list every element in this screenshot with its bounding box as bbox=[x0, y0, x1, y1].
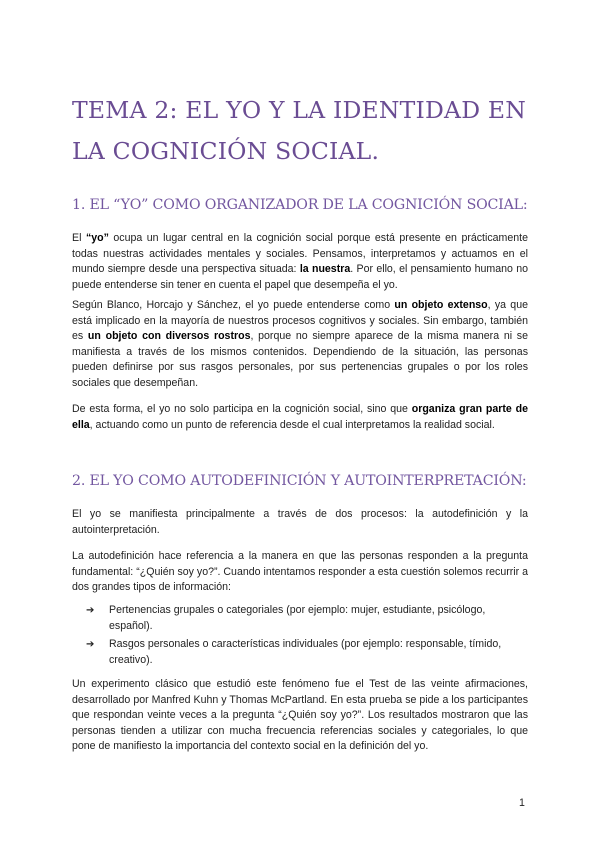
right-arrow-icon: ➔ bbox=[86, 639, 95, 650]
list-item-text: Rasgos personales o características individuales (por ejemplo: responsable, tímido, creativo). bbox=[109, 638, 502, 666]
section-1-paragraph-1: El “yo” ocupa un lugar central en la cognición social porque está presente en prácticamente todas nuestras actividades mentales y sociales. Pensamos, interpretamos y actuamos en el mundo siempre desde una perspectiva situada: la nuestra. Por ello, el pensamiento humano no puede entenderse sin tener en cuenta el papel que desempeña el yo. bbox=[72, 232, 529, 291]
list-item bbox=[86, 637, 528, 668]
page-number: 1 bbox=[519, 797, 525, 809]
section-1-heading: 1. EL “YO” COMO ORGANIZADOR DE LA COGNICIÓN SOCIAL: bbox=[72, 197, 528, 213]
section-2-paragraph-3: Un experimento clásico que estudió este fenómeno fue el Test de las veinte afirmaciones, desarrollado por Manfred Kuhn y Thomas McPartland. En esta prueba se pide a los participantes que respondan veinte veces a la pregunta “¿Quién soy yo?”. Los resultados mostraron que las personas tienden a utilizar con mucha frecuencia referencias sociales y categoriales, lo que pone de manifiesto la importancia del contexto social en la definición del yo. bbox=[72, 678, 528, 752]
list-item-text: Pertenencias grupales o categoriales (por ejemplo: mujer, estudiante, psicólogo, español). bbox=[109, 604, 486, 632]
section-2-paragraph-2: La autodefinición hace referencia a la manera en que las personas responden a la pregunta fundamental: “¿Quién soy yo?”. Cuando intentamos responder a esta cuestión solemos recurrir a dos grandes tipos de información: bbox=[72, 550, 528, 593]
section-2-paragraph-1: El yo se manifiesta principalmente a través de dos procesos: la autodefinición y la autointerpretación. bbox=[72, 508, 528, 536]
list-item bbox=[86, 603, 528, 634]
section-1-paragraph-2: Según Blanco, Horcajo y Sánchez, el yo puede entenderse como un objeto extenso, ya que está implicado en la mayoría de nuestros procesos cognitivos y sociales. Sin embargo, también es un objeto con diversos rostros, porque no siempre aparece de la misma manera ni se manifiesta a través de los mismos contenidos. Dependiendo de la situación, las personas pueden definirse por sus rasgos personales, por sus pertenencias grupales o por los roles sociales que desempeñan. bbox=[72, 299, 528, 389]
page-title: TEMA 2: EL YO Y LA IDENTIDAD EN LA COGNICIÓN SOCIAL. bbox=[72, 96, 527, 165]
section-1-paragraph-3: De esta forma, el yo no solo participa en la cognición social, sino que organiza gran parte de ella, actuando como un punto de referencia desde el cual interpretamos la realidad social. bbox=[72, 403, 528, 431]
section-2-heading: 2. EL YO COMO AUTODEFINICIÓN Y AUTOINTERPRETACIÓN: bbox=[72, 473, 527, 489]
bullet-list bbox=[86, 603, 528, 671]
right-arrow-icon: ➔ bbox=[86, 605, 95, 616]
